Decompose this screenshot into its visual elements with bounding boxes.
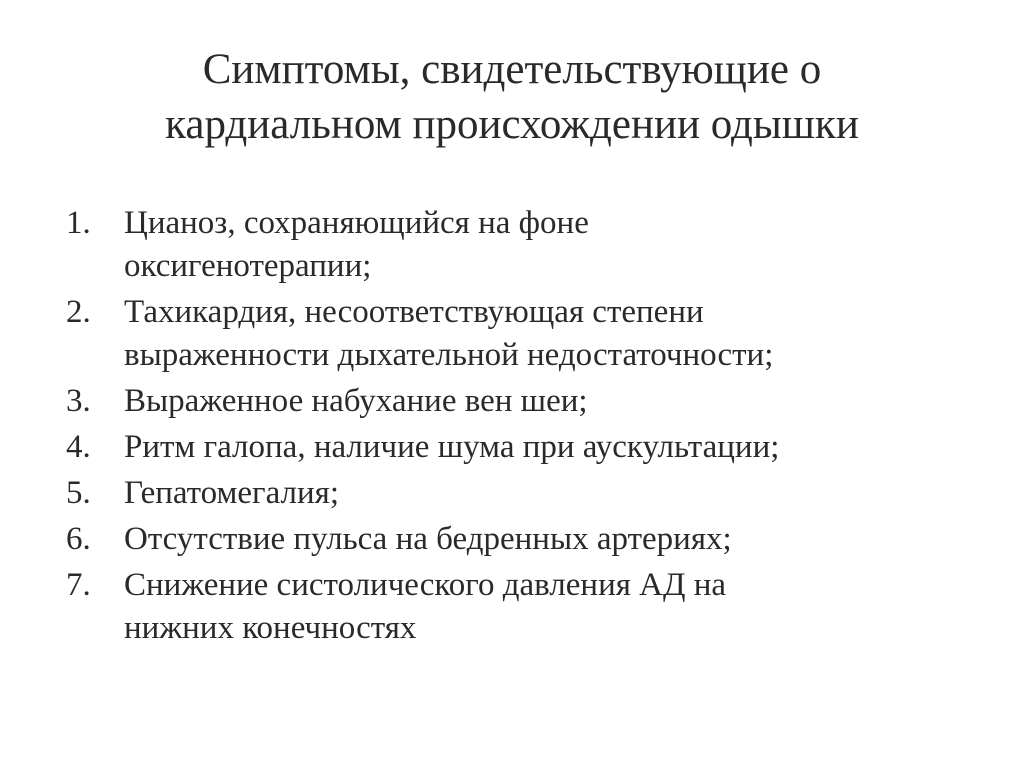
list-item-line: Гепатомегалия; <box>124 475 339 511</box>
list-item-line: выраженности дыхательной недостаточности; <box>124 337 774 373</box>
list-item-6 <box>66 518 966 561</box>
list-item-number: 3. <box>66 383 91 419</box>
list-item-line: Отсутствие пульса на бедренных артериях; <box>124 521 732 557</box>
list-item-line: оксигенотерапии; <box>124 248 372 284</box>
list-item-1 <box>66 202 966 288</box>
list-item-text <box>124 380 966 423</box>
list-item-text <box>124 564 966 650</box>
slide-title <box>60 42 964 152</box>
list-item-7 <box>66 564 966 650</box>
list-item-4 <box>66 426 966 469</box>
list-item-line: нижних конечностях <box>124 610 417 646</box>
list-item-3 <box>66 380 966 423</box>
list-item-line: Выраженное набухание вен шеи; <box>124 383 588 419</box>
list-item-line: Ритм галопа, наличие шума при аускультации; <box>124 429 780 465</box>
list-item-text <box>124 518 966 561</box>
list-item-text <box>124 426 966 469</box>
list-item-line: Снижение систолического давления АД на <box>124 567 727 603</box>
slide-title-line-1: Симптомы, свидетельствующие о <box>202 46 822 93</box>
list-item-number: 5. <box>66 475 91 511</box>
list-item-number: 1. <box>66 205 91 241</box>
list-item-2 <box>66 291 966 377</box>
list-item-number: 6. <box>66 521 91 557</box>
list-item-text <box>124 291 966 377</box>
symptom-list <box>66 202 966 653</box>
list-item-number: 2. <box>66 294 91 330</box>
list-item-5 <box>66 472 966 515</box>
list-item-number: 4. <box>66 429 91 465</box>
list-item-line: Цианоз, сохраняющийся на фоне <box>124 205 589 241</box>
list-item-text <box>124 202 966 288</box>
slide-title-line-2: кардиальном происхождении одышки <box>165 101 859 148</box>
list-item-number: 7. <box>66 567 91 603</box>
list-item-text <box>124 472 966 515</box>
list-item-line: Тахикардия, несоответствующая степени <box>124 294 704 330</box>
